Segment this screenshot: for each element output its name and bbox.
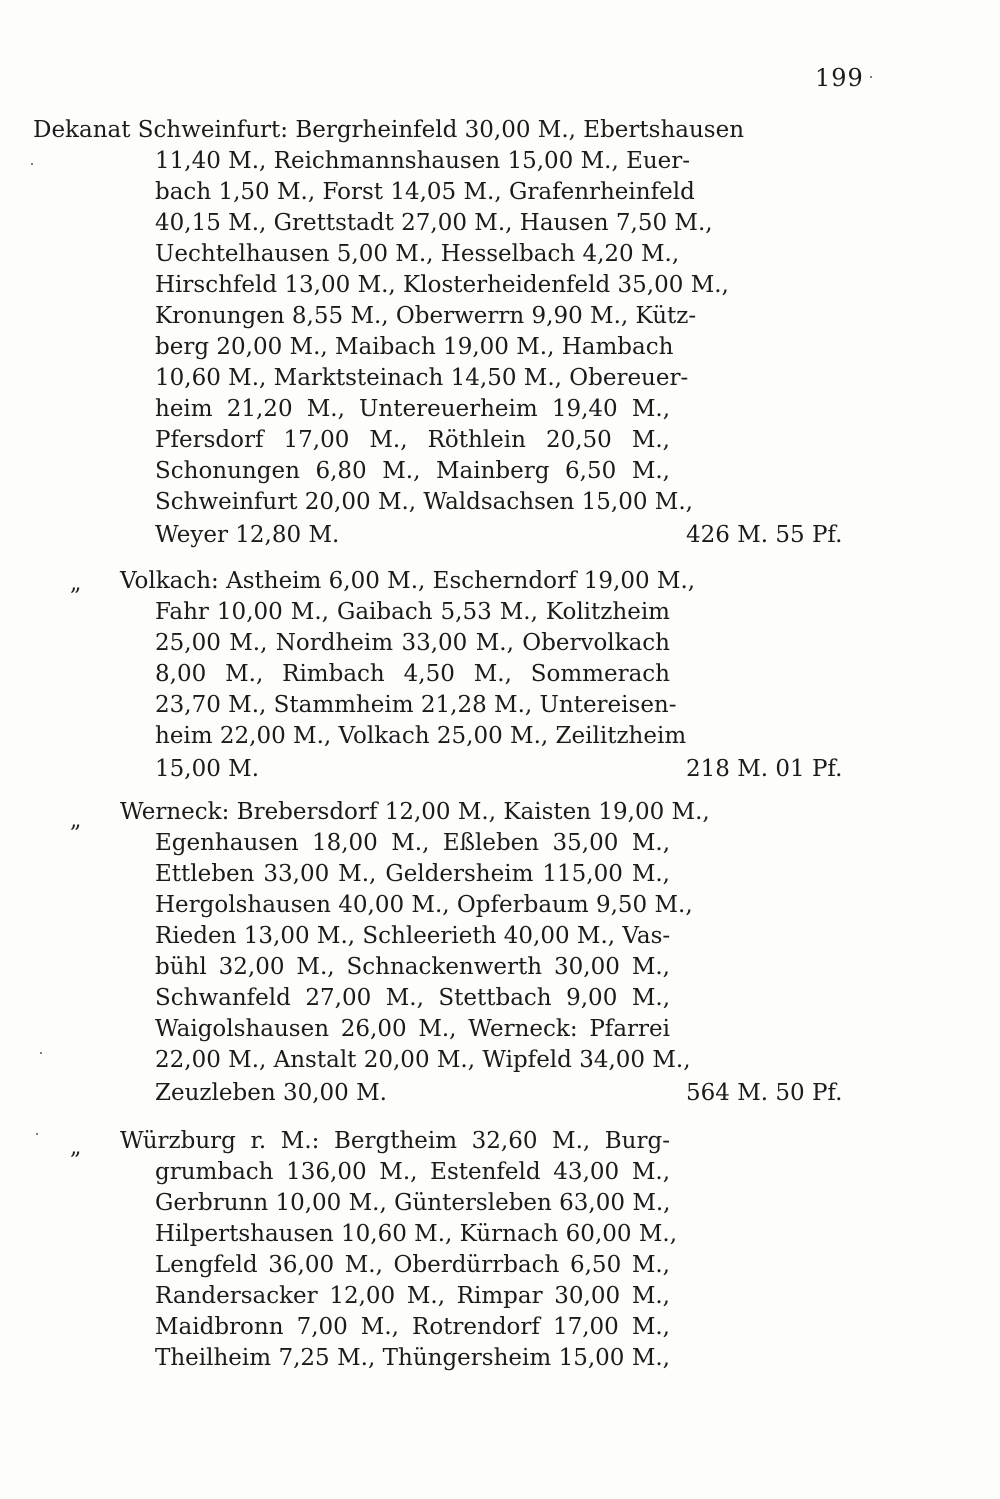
entry-line: Ettleben 33,00 M., Geldersheim 115,00 M., [155, 861, 670, 887]
entry-line: heim 21,20 M., Untereuerheim 19,40 M., [155, 396, 670, 422]
entry-line: bühl 32,00 M., Schnackenwerth 30,00 M., [155, 954, 670, 980]
entry-line: Lengfeld 36,00 M., Oberdürrbach 6,50 M., [155, 1252, 670, 1278]
ditto-mark: „ [70, 571, 82, 596]
entry-line: Theilheim 7,25 M., Thüngersheim 15,00 M., [155, 1345, 670, 1371]
entry-line: Uechtelhausen 5,00 M., Hesselbach 4,20 M., [155, 241, 680, 267]
ditto-mark: „ [70, 808, 82, 833]
entry-line: Fahr 10,00 M., Gaibach 5,53 M., Kolitzheim [155, 599, 670, 625]
entry-line: Weyer 12,80 M. [155, 522, 340, 548]
entry-line: bach 1,50 M., Forst 14,05 M., Grafenrheinfeld [155, 179, 695, 205]
entry-line: Dekanat Schweinfurt: Bergrheinfeld 30,00 M., Ebertshausen [33, 117, 745, 143]
entry-line: 10,60 M., Marktsteinach 14,50 M., Obereuer- [155, 365, 689, 391]
scan-speck [40, 1052, 42, 1054]
entry-total: 426 M. 55 Pf. [686, 522, 843, 548]
entry-line: Würzburg r. M.: Bergtheim 32,60 M., Burg- [120, 1128, 670, 1154]
scan-speck [36, 1133, 38, 1135]
entry-total: 564 M. 50 Pf. [686, 1080, 843, 1106]
entry-line: Schonungen 6,80 M., Mainberg 6,50 M., [155, 458, 670, 484]
scan-speck [31, 163, 33, 165]
entry-line: Volkach: Astheim 6,00 M., Escherndorf 19,00 M., [120, 568, 696, 594]
entry-line: Werneck: Brebersdorf 12,00 M., Kaisten 19,00 M., [120, 799, 710, 825]
entry-line: 8,00 M., Rimbach 4,50 M., Sommerach [155, 661, 670, 687]
page-number: 199 [815, 64, 864, 92]
entry-line: 23,70 M., Stammheim 21,28 M., Untereisen- [155, 692, 677, 718]
entry-line: Hilpertshausen 10,60 M., Kürnach 60,00 M., [155, 1221, 678, 1247]
entry-line: 40,15 M., Grettstadt 27,00 M., Hausen 7,50 M., [155, 210, 713, 236]
entry-line: Schweinfurt 20,00 M., Waldsachsen 15,00 M., [155, 489, 693, 515]
entry-line: 25,00 M., Nordheim 33,00 M., Obervolkach [155, 630, 670, 656]
entry-line: Zeuzleben 30,00 M. [155, 1080, 387, 1106]
entry-line: heim 22,00 M., Volkach 25,00 M., Zeilitzheim [155, 723, 687, 749]
entry-line: Egenhausen 18,00 M., Eßleben 35,00 M., [155, 830, 670, 856]
entry-line: 15,00 M. [155, 756, 260, 782]
entry-total: 218 M. 01 Pf. [686, 756, 843, 782]
entry-line: Schwanfeld 27,00 M., Stettbach 9,00 M., [155, 985, 670, 1011]
entry-line: Kronungen 8,55 M., Oberwerrn 9,90 M., Kütz- [155, 303, 697, 329]
ditto-mark: „ [70, 1135, 82, 1160]
entry-line: Maidbronn 7,00 M., Rotrendorf 17,00 M., [155, 1314, 670, 1340]
entry-line: Pfersdorf 17,00 M., Röthlein 20,50 M., [155, 427, 670, 453]
scan-speck [870, 76, 872, 78]
entry-line: 11,40 M., Reichmannshausen 15,00 M., Euer- [155, 148, 691, 174]
entry-line: Rieden 13,00 M., Schleerieth 40,00 M., Vas- [155, 923, 671, 949]
entry-line: berg 20,00 M., Maibach 19,00 M., Hambach [155, 334, 674, 360]
entry-line: grumbach 136,00 M., Estenfeld 43,00 M., [155, 1159, 670, 1185]
entry-line: Waigolshausen 26,00 M., Werneck: Pfarrei [155, 1016, 670, 1042]
entry-line: Hirschfeld 13,00 M., Klosterheidenfeld 35,00 M., [155, 272, 729, 298]
entry-line: Randersacker 12,00 M., Rimpar 30,00 M., [155, 1283, 670, 1309]
entry-line: 22,00 M., Anstalt 20,00 M., Wipfeld 34,00 M., [155, 1047, 691, 1073]
entry-line: Gerbrunn 10,00 M., Güntersleben 63,00 M., [155, 1190, 671, 1216]
entry-line: Hergolshausen 40,00 M., Opferbaum 9,50 M., [155, 892, 693, 918]
